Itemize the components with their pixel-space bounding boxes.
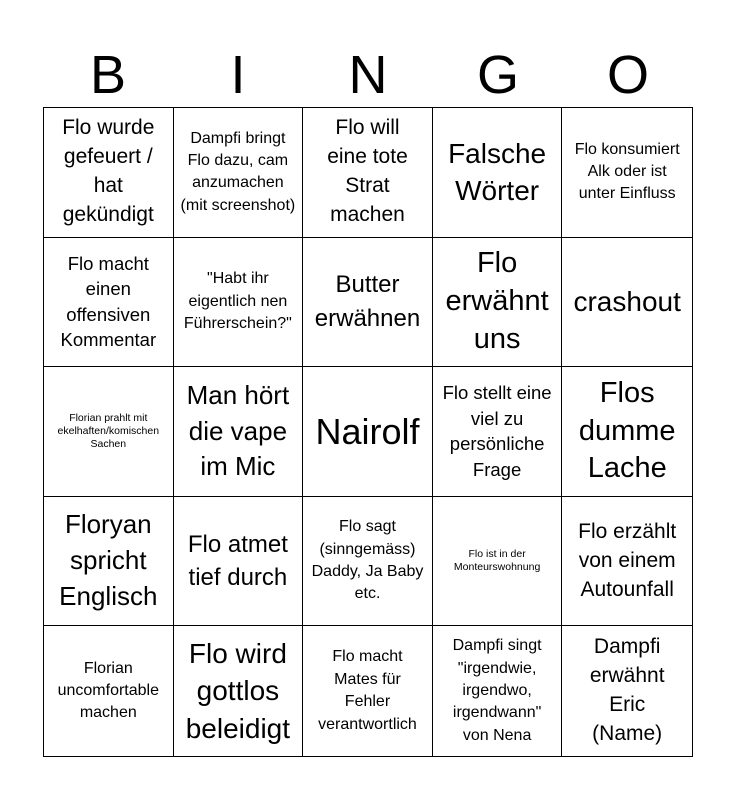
bingo-cell-text: Flo macht Mates für Fehler verantwortlich bbox=[318, 648, 417, 733]
bingo-cell[interactable] bbox=[562, 108, 692, 238]
bingo-cell-text: Man hört die vape im Mic bbox=[186, 379, 290, 482]
bingo-cell[interactable] bbox=[303, 497, 433, 627]
bingo-cell[interactable] bbox=[174, 238, 304, 368]
bingo-cell-text: Falsche Wörter bbox=[448, 137, 547, 207]
header-letter-g: G bbox=[476, 45, 519, 105]
bingo-cell-text: Flo will eine tote Strat machen bbox=[327, 116, 408, 227]
bingo-cell[interactable] bbox=[174, 626, 304, 756]
bingo-cell[interactable] bbox=[562, 367, 692, 497]
bingo-cell-text: Florian prahlt mit ekelhaften/komischen Sachen bbox=[57, 411, 160, 451]
bingo-cell[interactable] bbox=[44, 108, 174, 238]
bingo-cell-text: Flos dumme Lache bbox=[578, 376, 676, 485]
bingo-cell-text: Dampfi bringt Flo dazu, cam anzumachen (mit screenshot) bbox=[180, 129, 296, 214]
bingo-cell-text: Flo stellt eine viel zu persönliche Frage bbox=[442, 382, 552, 480]
bingo-cell-text: crashout bbox=[573, 285, 681, 317]
bingo-cell[interactable] bbox=[562, 497, 692, 627]
bingo-cell-text: Flo erzählt von einem Autounfall bbox=[578, 519, 677, 601]
bingo-cell[interactable] bbox=[44, 238, 174, 368]
bingo-cell-text: Flo wurde gefeuert / hat gekündigt bbox=[62, 116, 155, 227]
bingo-cell[interactable] bbox=[562, 238, 692, 368]
bingo-cell-text: Butter erwähnen bbox=[314, 271, 421, 332]
bingo-cell[interactable] bbox=[433, 626, 563, 756]
bingo-cell[interactable] bbox=[303, 108, 433, 238]
bingo-cell[interactable] bbox=[44, 497, 174, 627]
bingo-cell[interactable] bbox=[433, 108, 563, 238]
bingo-cell-text: Florian uncomfortable machen bbox=[57, 659, 159, 722]
bingo-cell-text: Flo konsumiert Alk oder ist unter Einfluss bbox=[574, 140, 680, 203]
bingo-cell-text: Flo macht einen offensiven Kommentar bbox=[60, 252, 157, 351]
bingo-cell-text: Flo sagt (sinngemäss) Daddy, Ja Baby etc. bbox=[311, 518, 424, 603]
bingo-cell-text: Floryan spricht Englisch bbox=[59, 509, 158, 612]
bingo-header bbox=[43, 42, 693, 108]
bingo-cell-text: "Habt ihr eigentlich nen Führerschein?" bbox=[183, 270, 292, 333]
bingo-cell[interactable] bbox=[562, 626, 692, 756]
bingo-cell-text: Flo erwähnt uns bbox=[445, 247, 549, 355]
bingo-cell-text: Nairolf bbox=[315, 410, 420, 452]
header-letter-i: I bbox=[230, 45, 246, 105]
bingo-cell[interactable] bbox=[303, 626, 433, 756]
bingo-board bbox=[43, 107, 693, 757]
bingo-cell[interactable] bbox=[433, 367, 563, 497]
bingo-cell[interactable] bbox=[303, 238, 433, 368]
bingo-cell[interactable] bbox=[433, 497, 563, 627]
header-letter-o: O bbox=[606, 45, 649, 105]
bingo-cell[interactable] bbox=[433, 238, 563, 368]
bingo-cell[interactable] bbox=[44, 626, 174, 756]
bingo-cell[interactable] bbox=[174, 108, 304, 238]
bingo-cell-text: Flo ist in der Monteurswohnung bbox=[453, 547, 541, 574]
bingo-cell[interactable] bbox=[174, 367, 304, 497]
bingo-cell-text: Dampfi singt "irgendwie, irgendwo, irgendwann" von Nena bbox=[452, 637, 542, 744]
bingo-cell-text: Flo atmet tief durch bbox=[187, 530, 288, 592]
bingo-cell[interactable] bbox=[44, 367, 174, 497]
header-letter-b: B bbox=[89, 45, 127, 105]
bingo-cell-text: Dampfi erwähnt Eric (Name) bbox=[589, 635, 665, 746]
bingo-cell-text: Flo wird gottlos beleidigt bbox=[185, 637, 291, 745]
header-letter-n: N bbox=[348, 45, 388, 105]
bingo-cell[interactable] bbox=[174, 497, 304, 627]
bingo-cell[interactable] bbox=[303, 367, 433, 497]
